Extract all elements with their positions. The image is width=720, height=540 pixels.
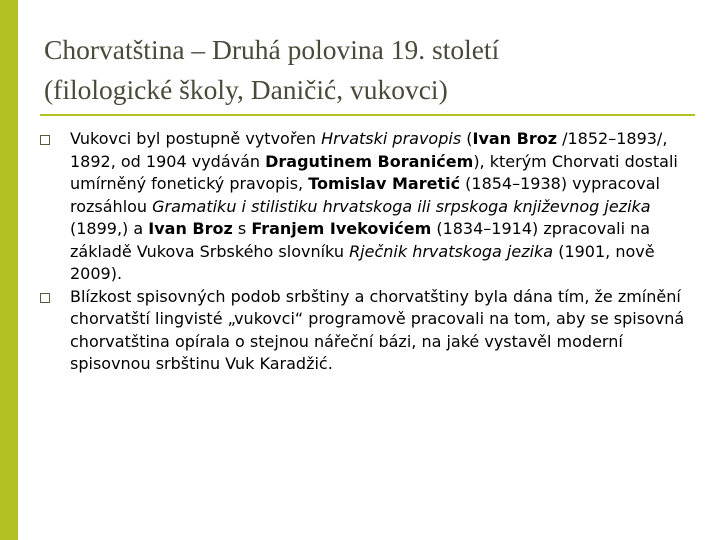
bullet-text-segment: Tomislav Maretić: [308, 174, 461, 193]
title-underline: [40, 114, 695, 116]
bullet-text-segment: /1852–1893/, 1892, od 1904 vydáván: [70, 129, 668, 171]
bullet-text-segment: (1899,) a: [70, 219, 149, 238]
bullet-text-segment: Hrvatski pravopis: [321, 129, 462, 148]
bullet-text-segment: Vukovci byl postupně vytvořen: [70, 129, 322, 148]
bullet-text-segment: Blízkost spisovných podob srbštiny a chorvatštiny byla dána tím, že zmínění chorvatští lingvisté „vukovci“ programově pracovali na tom, aby se spisovná chorvatština opírala o stejnou nářeční bázi, na jaké vystavěl moderní spisovnou srbštinu Vuk Karadžić.: [70, 286, 685, 373]
square-bullet-icon: [40, 135, 50, 145]
bullet-text-segment: Rječnik hrvatskoga jezika: [349, 241, 554, 261]
bullet-item: [40, 128, 685, 286]
bullet-text-segment: Franjem Ivekovićem: [251, 219, 432, 238]
bullet-item: [40, 286, 685, 376]
bullet-text-segment: (1854–1938) vypracoval rozsáhlou: [70, 174, 660, 216]
bullet-text-segment: s: [232, 219, 252, 238]
bullet-text-segment: (1901, nově 2009).: [70, 241, 655, 283]
square-bullet-icon: [40, 293, 50, 303]
slide-title: [44, 30, 694, 110]
slide-title-line-2: (filologické školy, Daničić, vukovci): [44, 74, 448, 105]
bullet-text-segment: (1834–1914) zpracovali na základě Vukova Srbského slovníku: [70, 219, 651, 261]
bullet-text-segment: Ivan Broz: [472, 129, 558, 148]
bullet-text-segment: ), kterým Chorvati dostali umírněný fonetický pravopis,: [70, 151, 678, 193]
bullet-text-segment: Ivan Broz: [148, 219, 233, 238]
bullet-text-segment: Dragutinem Boranićem: [265, 151, 474, 171]
bullet-text-segment: Gramatiku i stilistiku hrvatskoga ili srpskoga književnog jezika: [152, 196, 651, 216]
slide-title-line-1: Chorvatština – Druhá polovina 19. století: [44, 34, 500, 65]
bullet-text-segment: (: [461, 129, 473, 148]
left-accent-bar: [0, 0, 18, 540]
bullet-list: [40, 128, 685, 376]
